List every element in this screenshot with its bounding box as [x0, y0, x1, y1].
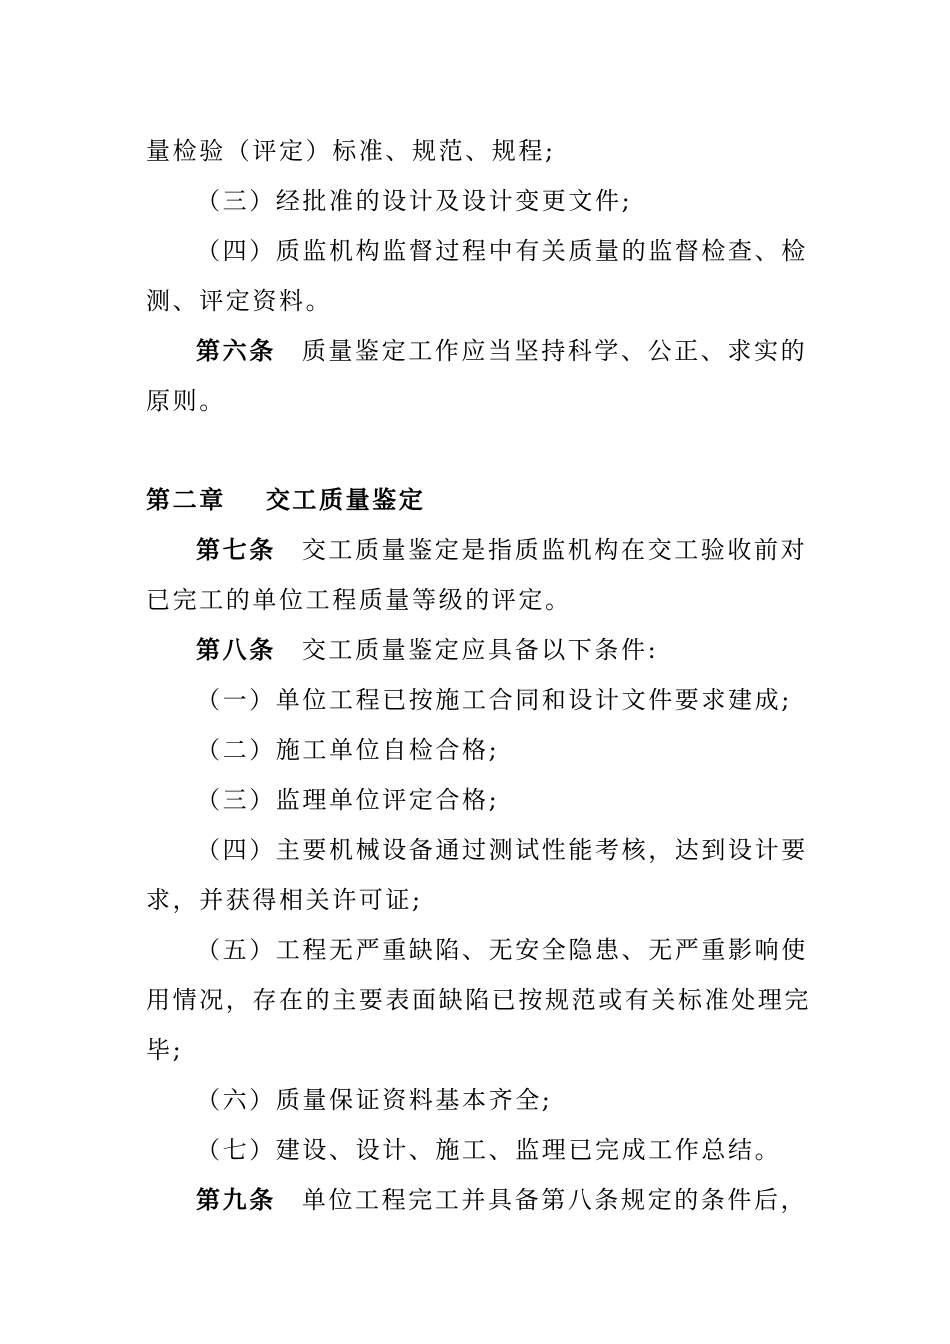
list-item: （五）工程无严重缺陷、无安全隐患、无严重影响使	[196, 936, 808, 964]
text-line: （三）经批准的设计及设计变更文件;	[196, 187, 633, 215]
chapter-heading	[146, 483, 806, 517]
text-line: 原则。	[146, 387, 226, 415]
article-7	[196, 533, 806, 567]
list-item: （四）主要机械设备通过测试性能考核，达到设计要	[196, 836, 808, 864]
text-line: 已完工的单位工程质量等级的评定。	[146, 586, 572, 614]
text-line: 量检验（评定）标准、规范、规程;	[146, 137, 556, 165]
article-label: 第六条	[196, 337, 276, 365]
article-text: 交工质量鉴定是指质监机构在交工验收前对	[301, 536, 808, 564]
article-9	[196, 1183, 806, 1217]
chapter-title: 交工质量鉴定	[265, 486, 426, 514]
article-6	[196, 334, 806, 368]
list-item: （一）单位工程已按施工合同和设计文件要求建成;	[196, 686, 792, 714]
text-line: 毕;	[146, 1036, 184, 1064]
text-line: 求，并获得相关许可证;	[146, 886, 423, 914]
list-item: （三）监理单位评定合格;	[196, 786, 500, 814]
article-text: 交工质量鉴定应具备以下条件:	[301, 636, 659, 664]
text-line: 测、评定资料。	[146, 287, 333, 315]
article-label: 第九条	[196, 1186, 276, 1214]
article-label: 第七条	[196, 536, 276, 564]
list-item: （二）施工单位自检合格;	[196, 736, 500, 764]
chapter-label: 第二章	[146, 486, 226, 514]
article-label: 第八条	[196, 636, 276, 664]
list-item: （七）建设、设计、施工、监理已完成工作总结。	[196, 1136, 782, 1164]
article-text: 单位工程完工并具备第八条规定的条件后，	[301, 1186, 808, 1214]
text-line: 用情况，存在的主要表面缺陷已按规范或有关标准处理完	[146, 986, 811, 1014]
list-item: （六）质量保证资料基本齐全;	[196, 1086, 553, 1114]
text-line: （四）质监机构监督过程中有关质量的监督检查、检	[196, 237, 808, 265]
article-8	[196, 633, 806, 667]
article-text: 质量鉴定工作应当坚持科学、公正、求实的	[301, 337, 808, 365]
